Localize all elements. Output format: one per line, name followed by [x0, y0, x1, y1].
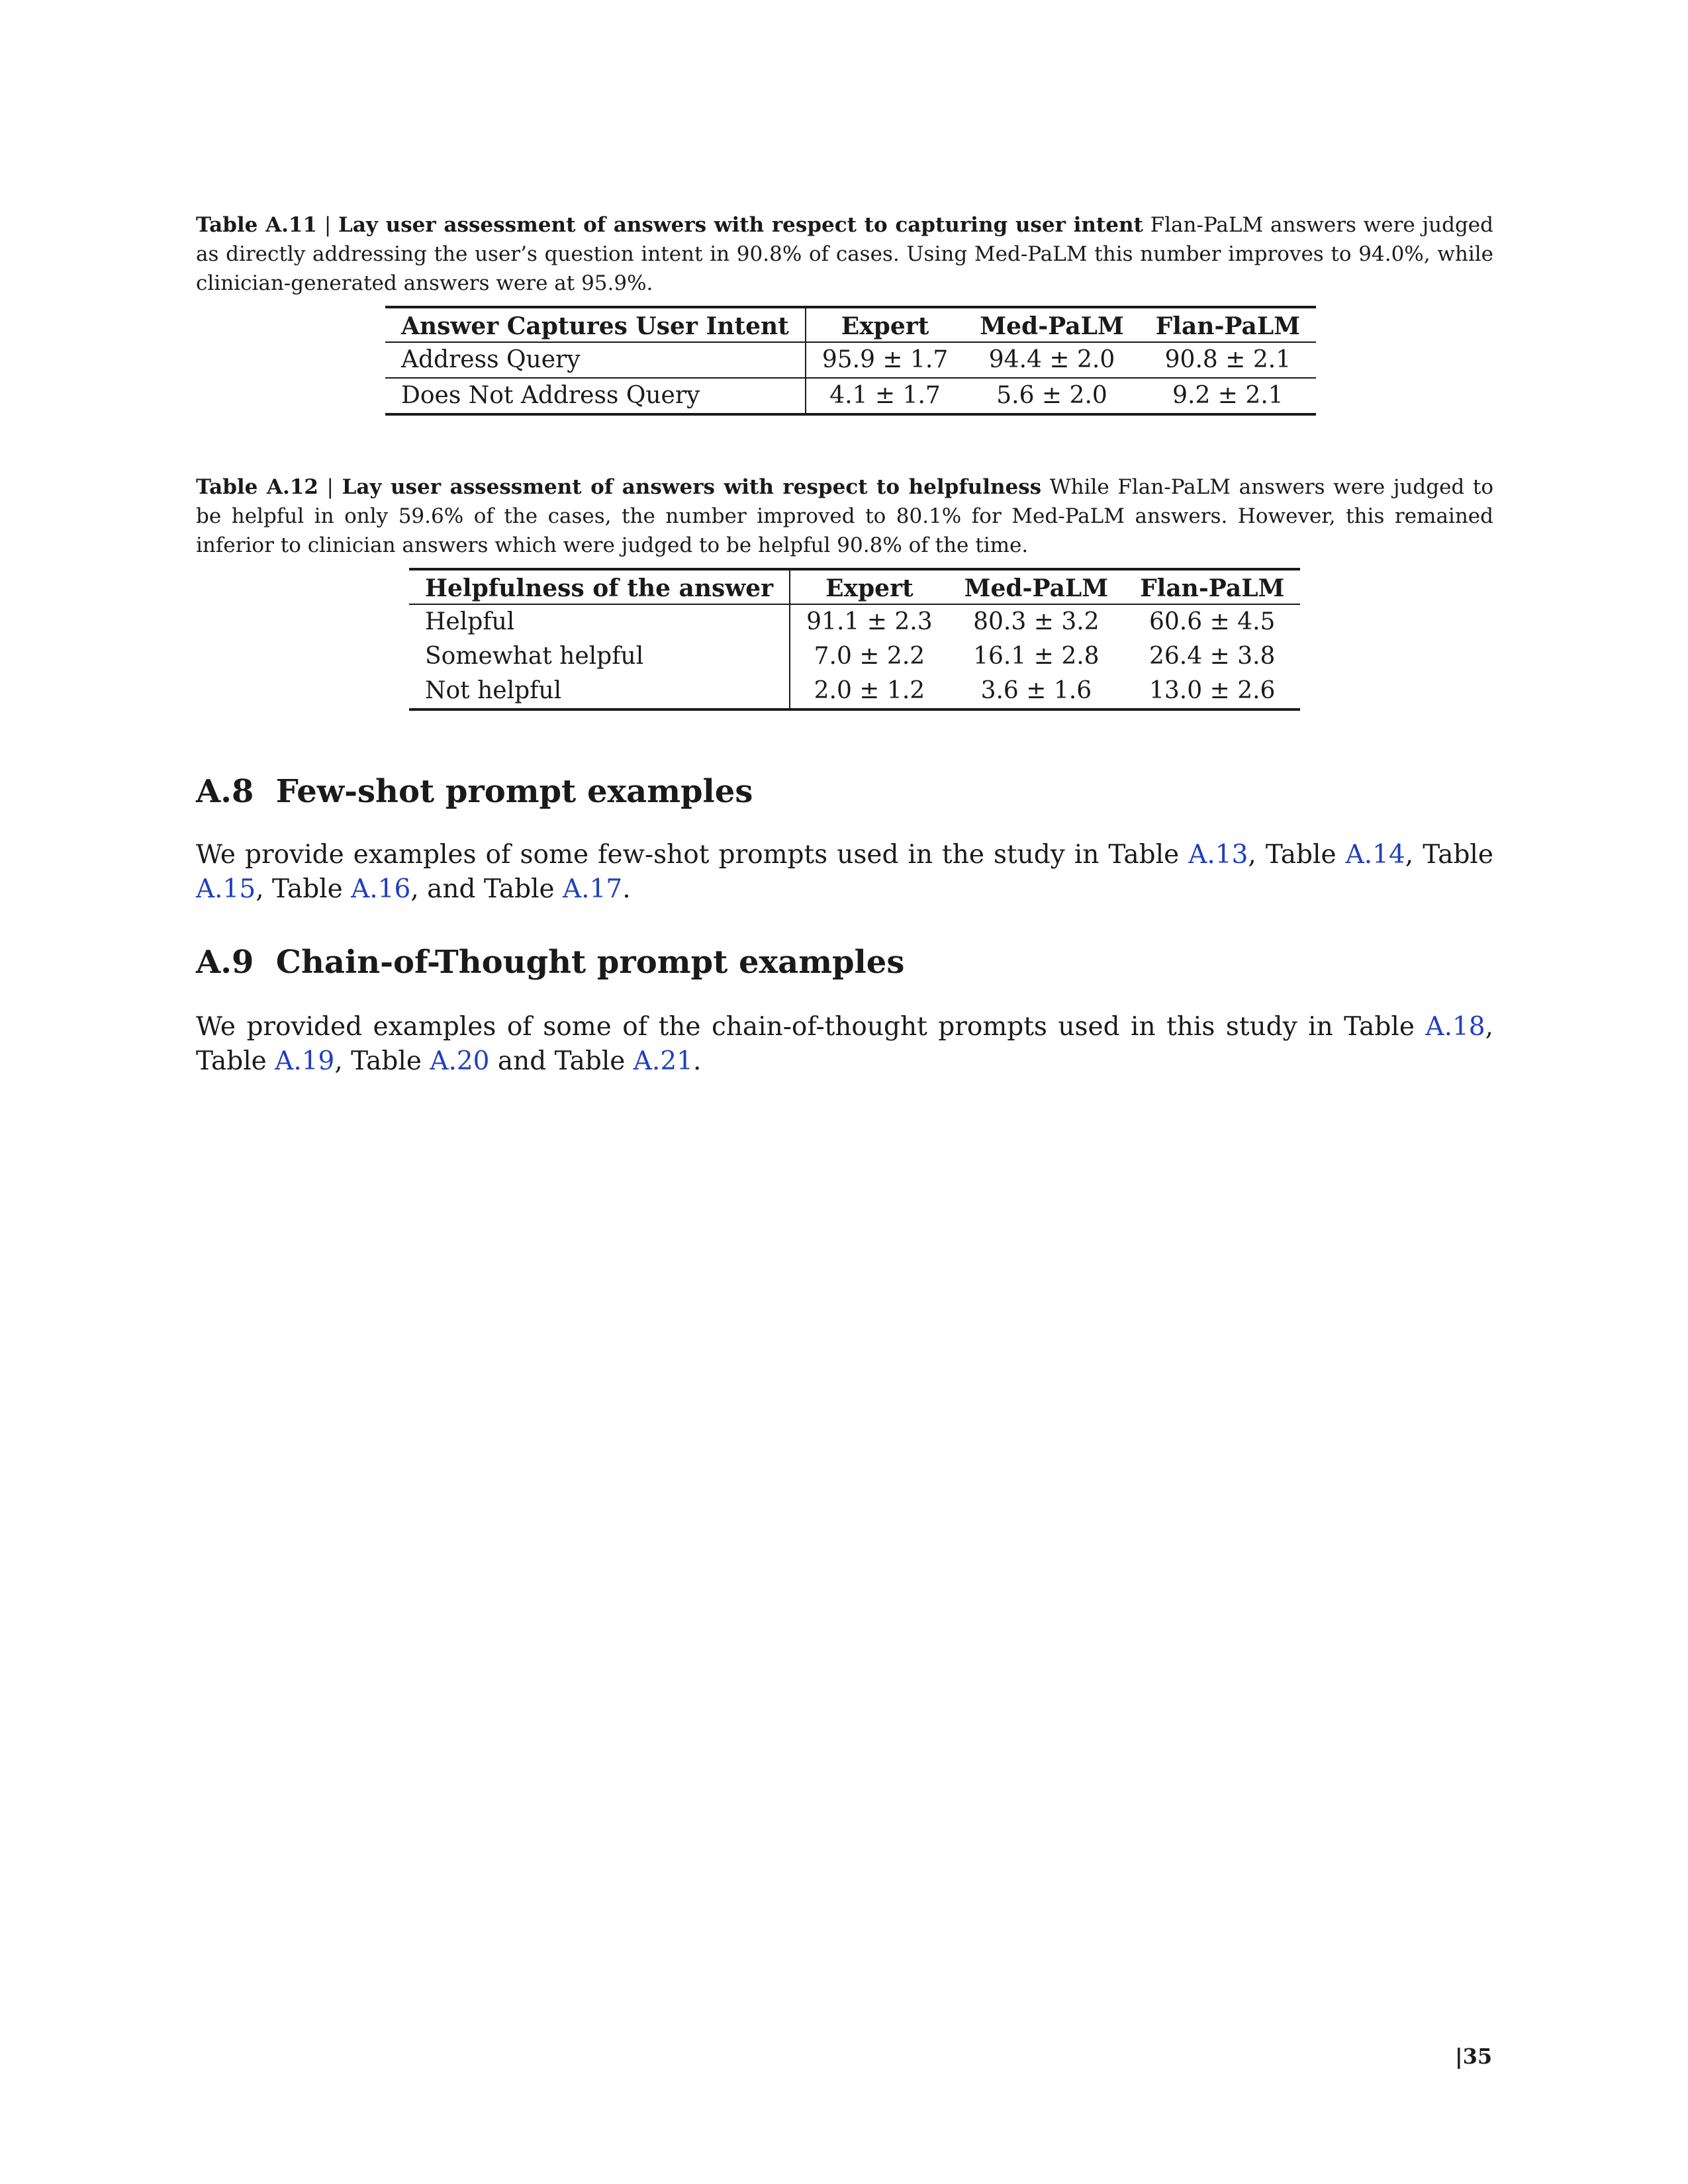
section-number: A.9	[196, 944, 254, 981]
table-cell: 94.4 ± 2.0	[964, 342, 1139, 378]
table-ref-link[interactable]: A.13	[1188, 840, 1248, 870]
paragraph-text: , Table	[256, 874, 352, 904]
section-a8-paragraph	[196, 838, 1493, 907]
paragraph-text: We provide examples of some few-shot prompts used in the study in Table	[196, 840, 1189, 870]
table-ref-link[interactable]: A.18	[1425, 1012, 1485, 1042]
table-cell: Helpful	[409, 604, 790, 639]
table-a11-caption	[196, 210, 1493, 298]
table-cell: 3.6 ± 1.6	[980, 677, 1092, 704]
section-title: Few-shot prompt examples	[275, 773, 753, 810]
column-header: Expert	[790, 569, 948, 604]
column-header: Med-PaLM	[964, 307, 1139, 342]
table-a11-title: Lay user assessment of answers with respect to capturing user intent	[338, 213, 1143, 237]
page-number: |35	[1455, 2044, 1493, 2069]
table-header-row	[409, 569, 1300, 604]
table-row	[409, 639, 1300, 674]
table-ref-link[interactable]: A.20	[430, 1046, 490, 1076]
paragraph-text: We provided examples of some of the chain-of-thought prompts used in this study in Table	[196, 1012, 1426, 1042]
table-cell: 60.6 ± 4.5	[1149, 608, 1276, 635]
paragraph-text: , Table	[196, 1012, 1493, 1076]
table-cell: 95.9 ± 1.7	[806, 342, 964, 378]
section-a9-paragraph	[196, 1010, 1493, 1079]
table-a12-title: Lay user assessment of answers with respect to helpfulness	[342, 475, 1042, 499]
column-header: Expert	[806, 307, 964, 342]
table-a12	[409, 568, 1300, 711]
paragraph-text: , Table	[1405, 840, 1493, 870]
section-heading-a9	[196, 944, 904, 981]
table-cell: 26.4 ± 3.8	[1149, 643, 1276, 670]
table-cell: 5.6 ± 2.0	[996, 382, 1107, 409]
table-ref-link[interactable]: A.14	[1345, 840, 1405, 870]
paragraph-text: , Table	[334, 1046, 430, 1076]
table-cell: 90.8 ± 2.1	[1140, 342, 1316, 378]
table-a11	[385, 306, 1316, 416]
caption-separator: |	[317, 213, 339, 237]
table-cell: Address Query	[385, 342, 806, 378]
table-cell: 9.2 ± 2.1	[1172, 382, 1284, 409]
table-ref-link[interactable]: A.16	[351, 874, 411, 904]
caption-separator: |	[318, 475, 342, 499]
table-a12-caption	[196, 473, 1493, 560]
table-row	[385, 378, 1316, 414]
table-a11-label: Table A.11	[196, 213, 318, 237]
table-cell: Not helpful	[409, 674, 790, 709]
section-number: A.8	[196, 773, 254, 810]
column-header: Flan-PaLM	[1140, 307, 1316, 342]
paragraph-text: and Table	[489, 1046, 633, 1076]
paragraph-text: , and Table	[410, 874, 563, 904]
table-cell: Somewhat helpful	[409, 639, 790, 674]
table-ref-link[interactable]: A.19	[275, 1046, 335, 1076]
table-a12-description: While Flan-PaLM answers were judged to be helpful in only 59.6% of the cases, the number improved to 80.1% for Med-PaLM answers. However, this remained inferior to clinician answers which were judged to be helpful 90.8% of the time.	[196, 475, 1494, 557]
table-cell: 7.0 ± 2.2	[814, 643, 925, 670]
section-title: Chain-of-Thought prompt examples	[275, 944, 905, 981]
paragraph-text: , Table	[1248, 840, 1346, 870]
table-cell: 91.1 ± 2.3	[806, 608, 933, 635]
table-a12-label: Table A.12	[196, 475, 318, 499]
table-cell: 13.0 ± 2.6	[1149, 677, 1276, 704]
table-ref-link[interactable]: A.21	[633, 1046, 693, 1076]
column-header: Helpfulness of the answer	[409, 569, 790, 604]
table-cell: 16.1 ± 2.8	[973, 643, 1100, 670]
paragraph-text: .	[692, 1046, 702, 1076]
table-header-row	[385, 307, 1316, 342]
table-cell: 80.3 ± 3.2	[973, 608, 1100, 635]
column-header: Med-PaLM	[949, 569, 1124, 604]
table-row	[409, 674, 1300, 709]
table-a11-description: Flan-PaLM answers were judged as directly addressing the user’s question intent in 90.8% of cases. Using Med-PaLM this number improves to 94.0%, while clinician-generated answers were at 95.9%.	[196, 213, 1493, 295]
table-cell: 2.0 ± 1.2	[814, 677, 925, 704]
column-header: Flan-PaLM	[1124, 569, 1300, 604]
paragraph-text: .	[622, 874, 631, 904]
table-row	[409, 604, 1300, 639]
table-ref-link[interactable]: A.15	[196, 874, 256, 904]
section-heading-a8	[196, 773, 753, 810]
column-header: Answer Captures User Intent	[385, 307, 806, 342]
table-cell: 4.1 ± 1.7	[829, 382, 941, 409]
table-row	[385, 342, 1316, 378]
table-cell: Does Not Address Query	[385, 378, 806, 414]
table-ref-link[interactable]: A.17	[563, 874, 623, 904]
